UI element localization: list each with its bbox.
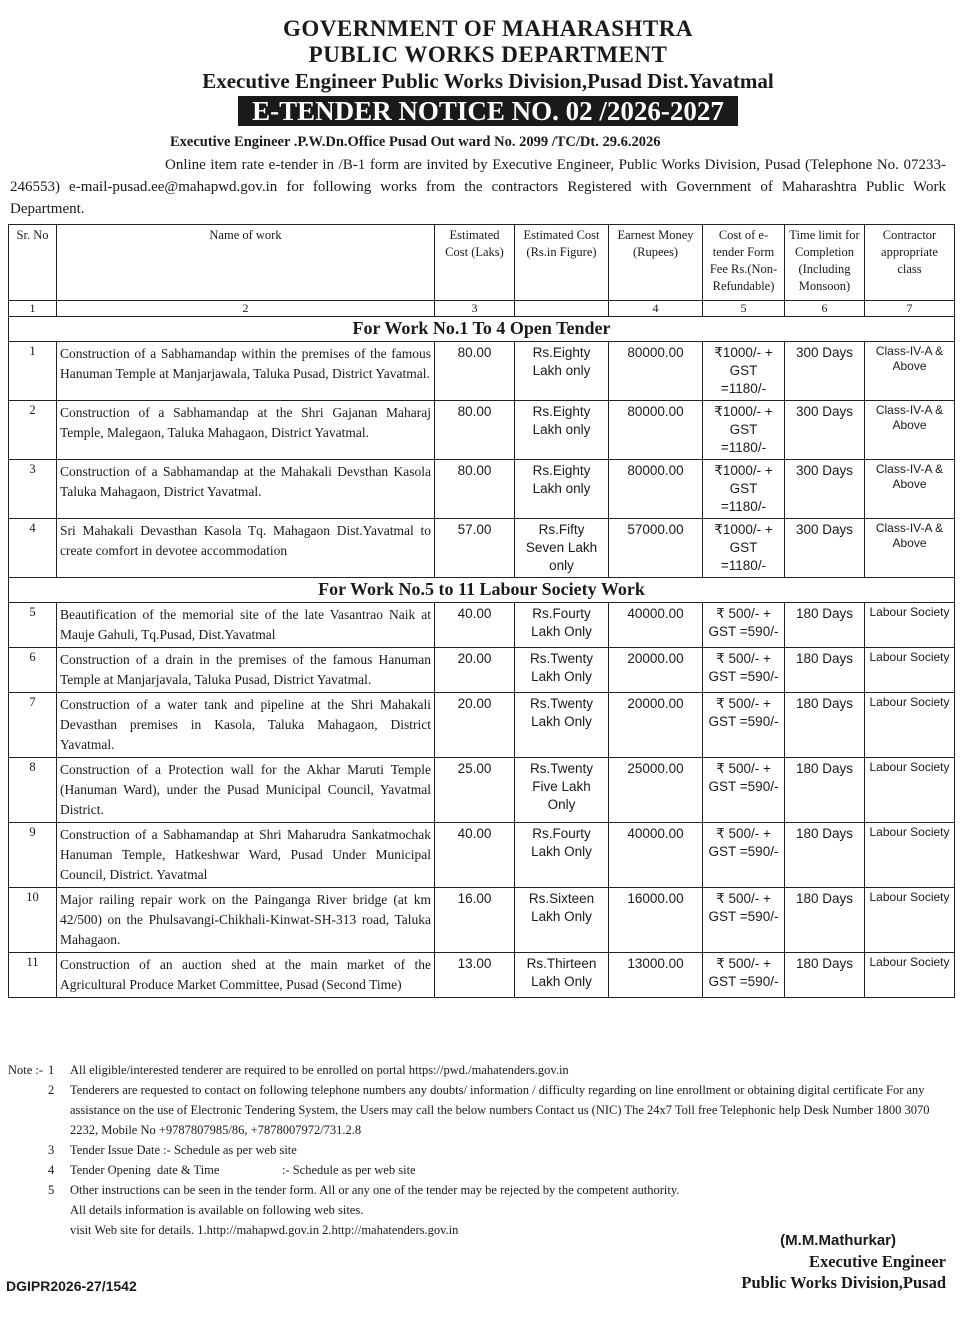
col-number: 2 xyxy=(57,301,435,317)
earnest-money-cell: 57000.00 xyxy=(609,519,703,578)
estimated-cost-figure-cell: Rs.Eighty Lakh only xyxy=(515,401,609,460)
note-text: All details information is available on following web sites. xyxy=(70,1203,364,1217)
time-limit-cell: 300 Days xyxy=(785,342,865,401)
sr-no-cell: 6 xyxy=(9,648,57,693)
header-department: PUBLIC WORKS DEPARTMENT xyxy=(308,42,668,67)
table-row xyxy=(9,888,955,953)
estimated-cost-laks-cell: 13.00 xyxy=(435,953,515,998)
section-open-tender xyxy=(9,317,955,342)
contractor-class-cell: Class-IV-A & Above xyxy=(865,460,955,519)
time-limit-cell: 180 Days xyxy=(785,693,865,758)
table-row xyxy=(9,693,955,758)
signatory-office: Public Works Division,Pusad xyxy=(741,1273,946,1292)
tender-fee-cell: ₹1000/- + GST =1180/- xyxy=(703,342,785,401)
earnest-money-cell: 80000.00 xyxy=(609,401,703,460)
work-name-cell: Construction of a Sabhamandap at the Shri Gajanan Maharaj Temple, Malegaon, Taluka Mahagaon, District Yavatmal. xyxy=(57,401,435,460)
work-name-cell: Construction of a Sabhamandap within the premises of the famous Hanuman Temple at Manjarjawala, Taluka Pusad, District Yavatmal. xyxy=(57,342,435,401)
time-limit-cell: 180 Days xyxy=(785,823,865,888)
contractor-class-cell: Labour Society xyxy=(865,603,955,648)
note-number: 1 xyxy=(48,1063,55,1077)
section-title-labour-society: For Work No.5 to 11 Labour Society Work xyxy=(9,578,955,603)
works-table xyxy=(8,224,955,998)
work-name-cell: Construction of a water tank and pipeline at the Shri Mahakali Devasthan premises in Kasola, Taluka Mahagaon, District Yavatmal. xyxy=(57,693,435,758)
estimated-cost-figure-cell: Rs.Twenty Lakh Only xyxy=(515,693,609,758)
table-row xyxy=(9,603,955,648)
contractor-class-cell: Class-IV-A & Above xyxy=(865,519,955,578)
col-number: 6 xyxy=(785,301,865,317)
intro-paragraph xyxy=(10,154,946,220)
note-item xyxy=(8,1160,948,1180)
header-contractor-class: Contractor appropriate class xyxy=(865,225,955,301)
note-text: Tenderers are requested to contact on following telephone numbers any doubts/ information / difficulty regarding on line enrollment or obtaining digital certificate For any assistance on the use of Electronic Tendering System, the Users may call the below numbers Contact us (NIC) The 24x7 Toll free Telephonic help Desk Number 1800 3070 2232, Mobile No +9787807985/86, +7878007972/731.2.8 xyxy=(70,1083,930,1137)
earnest-money-cell: 20000.00 xyxy=(609,648,703,693)
contractor-class-cell: Labour Society xyxy=(865,693,955,758)
note-item xyxy=(8,1200,948,1220)
work-name-cell: Sri Mahakali Devasthan Kasola Tq. Mahagaon Dist.Yavatmal to create comfort in devotee accommodation xyxy=(57,519,435,578)
note-number: 3 xyxy=(48,1143,55,1157)
tender-fee-cell: ₹1000/- + GST =1180/- xyxy=(703,401,785,460)
open-tender-rows xyxy=(9,342,955,578)
estimated-cost-laks-cell: 80.00 xyxy=(435,460,515,519)
estimated-cost-figure-cell: Rs.Thirteen Lakh Only xyxy=(515,953,609,998)
estimated-cost-laks-cell: 20.00 xyxy=(435,693,515,758)
estimated-cost-figure-cell: Rs.Eighty Lakh only xyxy=(515,342,609,401)
tender-fee-cell: ₹ 500/- + GST =590/- xyxy=(703,648,785,693)
earnest-money-cell: 40000.00 xyxy=(609,823,703,888)
contractor-class-cell: Class-IV-A & Above xyxy=(865,401,955,460)
header-earnest-money: Earnest Money (Rupees) xyxy=(609,225,703,301)
time-limit-cell: 180 Days xyxy=(785,953,865,998)
time-limit-cell: 180 Days xyxy=(785,648,865,693)
table-row xyxy=(9,519,955,578)
earnest-money-cell: 80000.00 xyxy=(609,342,703,401)
estimated-cost-laks-cell: 80.00 xyxy=(435,342,515,401)
time-limit-cell: 180 Days xyxy=(785,888,865,953)
header-sr-no: Sr. No xyxy=(9,225,57,301)
outward-reference: Executive Engineer .P.W.Dn.Office Pusad Out ward No. 2099 /TC/Dt. 29.6.2026 xyxy=(170,134,661,150)
work-name-cell: Construction of a Protection wall for the Akhar Maruti Temple (Hanuman Ward), under the Pusad Municipal Council, Yavatmal District. xyxy=(57,758,435,823)
estimated-cost-figure-cell: Rs.Twenty Five Lakh Only xyxy=(515,758,609,823)
section-labour-society xyxy=(9,578,955,603)
estimated-cost-figure-cell: Rs.Eighty Lakh only xyxy=(515,460,609,519)
header-division: Executive Engineer Public Works Division,Pusad Dist.Yavatmal xyxy=(202,69,774,93)
contractor-class-cell: Labour Society xyxy=(865,823,955,888)
sr-no-cell: 9 xyxy=(9,823,57,888)
table-header-row xyxy=(9,225,955,301)
time-limit-cell: 300 Days xyxy=(785,460,865,519)
contractor-class-cell: Labour Society xyxy=(865,758,955,823)
time-limit-cell: 300 Days xyxy=(785,401,865,460)
sr-no-cell: 3 xyxy=(9,460,57,519)
estimated-cost-laks-cell: 16.00 xyxy=(435,888,515,953)
contractor-class-cell: Class-IV-A & Above xyxy=(865,342,955,401)
estimated-cost-laks-cell: 40.00 xyxy=(435,823,515,888)
dgipr-code: DGIPR2026-27/1542 xyxy=(6,1278,137,1294)
note-number: 2 xyxy=(48,1083,55,1097)
estimated-cost-laks-cell: 57.00 xyxy=(435,519,515,578)
col-number: 1 xyxy=(9,301,57,317)
estimated-cost-laks-cell: 40.00 xyxy=(435,603,515,648)
col-number xyxy=(515,301,609,317)
signatory-name: (M.M.Mathurkar) xyxy=(780,1232,896,1249)
sr-no-cell: 2 xyxy=(9,401,57,460)
sr-no-cell: 4 xyxy=(9,519,57,578)
note-number: 4 xyxy=(48,1163,55,1177)
table-row xyxy=(9,401,955,460)
work-name-cell: Beautification of the memorial site of the late Vasantrao Naik at Mauje Gahuli, Tq.Pusad, Dist.Yavatmal xyxy=(57,603,435,648)
earnest-money-cell: 25000.00 xyxy=(609,758,703,823)
contractor-class-cell: Labour Society xyxy=(865,888,955,953)
estimated-cost-laks-cell: 20.00 xyxy=(435,648,515,693)
signatory-designation: Executive Engineer xyxy=(808,1252,946,1271)
column-number-row xyxy=(9,301,955,317)
table-row xyxy=(9,460,955,519)
tender-fee-cell: ₹ 500/- + GST =590/- xyxy=(703,758,785,823)
signature-block xyxy=(741,1230,946,1293)
notes-section xyxy=(8,1060,948,1240)
work-name-cell: Construction of a Sabhamandap at Shri Maharudra Sankatmochak Hanuman Temple, Hatkeshwar Ward, Pusad Under Municipal Council, District. Yavatmal xyxy=(57,823,435,888)
tender-fee-cell: ₹1000/- + GST =1180/- xyxy=(703,519,785,578)
header-tender-fee: Cost of e-tender Form Fee Rs.(Non-Refundable) xyxy=(703,225,785,301)
time-limit-cell: 180 Days xyxy=(785,603,865,648)
contractor-class-cell: Labour Society xyxy=(865,953,955,998)
table-row xyxy=(9,823,955,888)
sr-no-cell: 10 xyxy=(9,888,57,953)
estimated-cost-figure-cell: Rs.Twenty Lakh Only xyxy=(515,648,609,693)
notes-label: Note :- xyxy=(8,1063,44,1077)
tender-fee-cell: ₹ 500/- + GST =590/- xyxy=(703,693,785,758)
tender-fee-cell: ₹ 500/- + GST =590/- xyxy=(703,888,785,953)
earnest-money-cell: 40000.00 xyxy=(609,603,703,648)
header-name-of-work: Name of work xyxy=(57,225,435,301)
col-number: 5 xyxy=(703,301,785,317)
labour-society-rows xyxy=(9,603,955,998)
sr-no-cell: 7 xyxy=(9,693,57,758)
header-time-limit: Time limit for Completion (Including Monsoon) xyxy=(785,225,865,301)
estimated-cost-figure-cell: Rs.Fourty Lakh Only xyxy=(515,603,609,648)
work-name-cell: Construction of an auction shed at the main market of the Agricultural Produce Market Committee, Pusad (Second Time) xyxy=(57,953,435,998)
header-estimated-cost-laks: Estimated Cost (Laks) xyxy=(435,225,515,301)
intro-text: Online item rate e-tender in /B-1 form are invited by Executive Engineer, Public Works Division, Pusad (Telephone No. 07233-246553) e-mail-pusad.ee@mahapwd.gov.in for following works from the contractors Registered with Government of Maharashtra Public Work Department. xyxy=(10,157,946,217)
col-number: 3 xyxy=(435,301,515,317)
earnest-money-cell: 80000.00 xyxy=(609,460,703,519)
tender-fee-cell: ₹1000/- + GST =1180/- xyxy=(703,460,785,519)
estimated-cost-figure-cell: Rs.Fourty Lakh Only xyxy=(515,823,609,888)
tender-fee-cell: ₹ 500/- + GST =590/- xyxy=(703,953,785,998)
contractor-class-cell: Labour Society xyxy=(865,648,955,693)
note-websites: visit Web site for details. 1.http://mahapwd.gov.in 2.http://mahatenders.gov.in xyxy=(70,1223,459,1237)
work-name-cell: Construction of a Sabhamandap at the Mahakali Devsthan Kasola Taluka Mahagaon, District Yavatmal. xyxy=(57,460,435,519)
table-row xyxy=(9,953,955,998)
sr-no-cell: 11 xyxy=(9,953,57,998)
note-number: 5 xyxy=(48,1183,55,1197)
sr-no-cell: 1 xyxy=(9,342,57,401)
note-text: All eligible/interested tenderer are required to be enrolled on portal https://pwd./mahatenders.gov.in xyxy=(70,1063,569,1077)
tender-fee-cell: ₹ 500/- + GST =590/- xyxy=(703,603,785,648)
tender-fee-cell: ₹ 500/- + GST =590/- xyxy=(703,823,785,888)
tender-notice-title: E-TENDER NOTICE NO. 02 /2026-2027 xyxy=(238,96,738,126)
work-name-cell: Major railing repair work on the Painganga River bridge (at km 42/500) on the Phulsavangi-Chikhali-Kinwat-SH-313 road, Taluka Mahagaon. xyxy=(57,888,435,953)
table-row xyxy=(9,758,955,823)
note-text: Other instructions can be seen in the tender form. All or any one of the tender may be rejected by the competent authority. xyxy=(70,1183,680,1197)
col-number: 4 xyxy=(609,301,703,317)
note-item xyxy=(8,1080,948,1140)
table-row xyxy=(9,648,955,693)
earnest-money-cell: 20000.00 xyxy=(609,693,703,758)
header-government: GOVERNMENT OF MAHARASHTRA xyxy=(283,16,693,41)
note-item xyxy=(8,1180,948,1200)
estimated-cost-laks-cell: 80.00 xyxy=(435,401,515,460)
table-row xyxy=(9,342,955,401)
header-estimated-cost-figure: Estimated Cost (Rs.in Figure) xyxy=(515,225,609,301)
col-number: 7 xyxy=(865,301,955,317)
estimated-cost-figure-cell: Rs.Sixteen Lakh Only xyxy=(515,888,609,953)
earnest-money-cell: 13000.00 xyxy=(609,953,703,998)
section-title-open-tender: For Work No.1 To 4 Open Tender xyxy=(9,317,955,342)
estimated-cost-laks-cell: 25.00 xyxy=(435,758,515,823)
time-limit-cell: 180 Days xyxy=(785,758,865,823)
time-limit-cell: 300 Days xyxy=(785,519,865,578)
sr-no-cell: 8 xyxy=(9,758,57,823)
note-text: Tender Issue Date :- Schedule as per web site xyxy=(70,1143,297,1157)
estimated-cost-figure-cell: Rs.Fifty Seven Lakh only xyxy=(515,519,609,578)
earnest-money-cell: 16000.00 xyxy=(609,888,703,953)
note-item xyxy=(8,1060,948,1080)
note-text: Tender Opening date & Time :- Schedule as per web site xyxy=(70,1163,416,1177)
sr-no-cell: 5 xyxy=(9,603,57,648)
work-name-cell: Construction of a drain in the premises of the famous Hanuman Temple at Manjarjavala, Taluka Pusad, District Yavatmal. xyxy=(57,648,435,693)
note-item xyxy=(8,1140,948,1160)
